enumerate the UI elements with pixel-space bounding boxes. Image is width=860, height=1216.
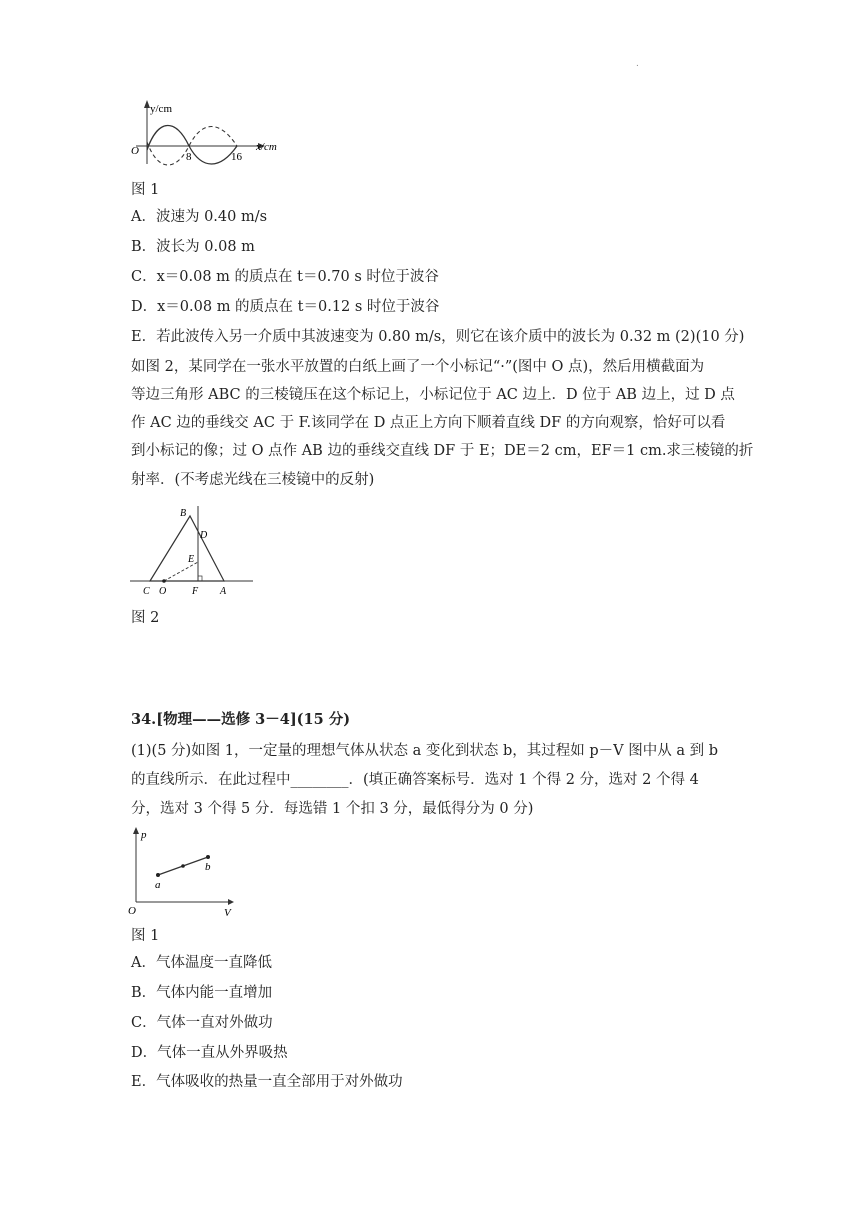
question-2-line-3: 作 AC 边的垂线交 AC 于 F.该同学在 D 点正上方向下顺着直线 DF 的方向观察，恰好可以看 [131, 415, 726, 431]
prism-label-f: F [192, 586, 199, 597]
gas-option-b: B．气体内能一直增加 [131, 985, 273, 1001]
question-3-line-2: 的直线所示．在此过程中________．(填正确答案标号．选对 1 个得 2 分，选对 2 个得 4 [131, 772, 699, 788]
option-e: E．若此波传入另一介质中其波速变为 0.80 m/s，则它在该介质中的波长为 0.32 m (2)(10 分) [131, 329, 745, 345]
question-2-line-5: 射率．(不考虑光线在三棱镜中的反射) [131, 472, 375, 488]
pv-label-p: p [141, 829, 147, 841]
header-mark: . [636, 58, 639, 69]
pv-figure [128, 826, 238, 916]
prism-label-d: D [200, 530, 208, 541]
question-2-line-2: 等边三角形 ABC 的三棱镜压在这个标记上，小标记位于 AC 边上．D 位于 AB 边上，过 D 点 [131, 387, 735, 403]
question-3-line-1: (1)(5 分)如图 1，一定量的理想气体从状态 a 变化到状态 b，其过程如 p－V 图中从 a 到 b [131, 743, 718, 759]
section-heading: 34.[物理——选修 3－4](15 分) [131, 711, 351, 728]
wave-tick-16: 16 [231, 151, 242, 163]
wave-origin: O [131, 145, 139, 157]
pv-label-o: O [128, 905, 136, 916]
figure-2-caption: 图 2 [131, 610, 160, 626]
pv-label-b: b [205, 861, 211, 873]
prism-label-o: O [159, 586, 167, 597]
figure-1-caption: 图 1 [131, 182, 160, 198]
gas-option-d: D．气体一直从外界吸热 [131, 1045, 288, 1061]
option-a: A．波速为 0.40 m/s [131, 209, 268, 225]
prism-figure [128, 502, 258, 598]
prism-label-b: B [180, 508, 187, 519]
option-d: D．x＝0.08 m 的质点在 t＝0.12 s 时位于波谷 [131, 299, 440, 315]
figure-3-caption: 图 1 [131, 928, 160, 944]
option-b: B．波长为 0.08 m [131, 239, 255, 255]
option-c: C．x＝0.08 m 的质点在 t＝0.70 s 时位于波谷 [131, 269, 439, 285]
wave-figure [128, 98, 288, 168]
wave-tick-8: 8 [186, 151, 192, 163]
pv-label-a: a [155, 879, 161, 891]
question-3-line-3: 分，选对 3 个得 5 分．每选错 1 个扣 3 分，最低得分为 0 分) [131, 801, 534, 817]
question-2-line-4: 到小标记的像；过 O 点作 AB 边的垂线交直线 DF 于 E；DE＝2 cm，EF＝1 cm.求三棱镜的折 [131, 443, 754, 459]
prism-label-e: E [188, 554, 195, 565]
question-2-line-1: 如图 2，某同学在一张水平放置的白纸上画了一个小标记“·”(图中 O 点)，然后用横截面为 [131, 359, 705, 375]
wave-x-label: x/cm [256, 141, 277, 153]
prism-label-a: A [220, 586, 227, 597]
wave-y-label: y/cm [150, 103, 172, 115]
pv-label-v: V [224, 907, 231, 916]
gas-option-a: A．气体温度一直降低 [131, 955, 272, 971]
prism-label-c: C [143, 586, 150, 597]
gas-option-e: E．气体吸收的热量一直全部用于对外做功 [131, 1074, 403, 1090]
gas-option-c: C．气体一直对外做功 [131, 1015, 273, 1031]
